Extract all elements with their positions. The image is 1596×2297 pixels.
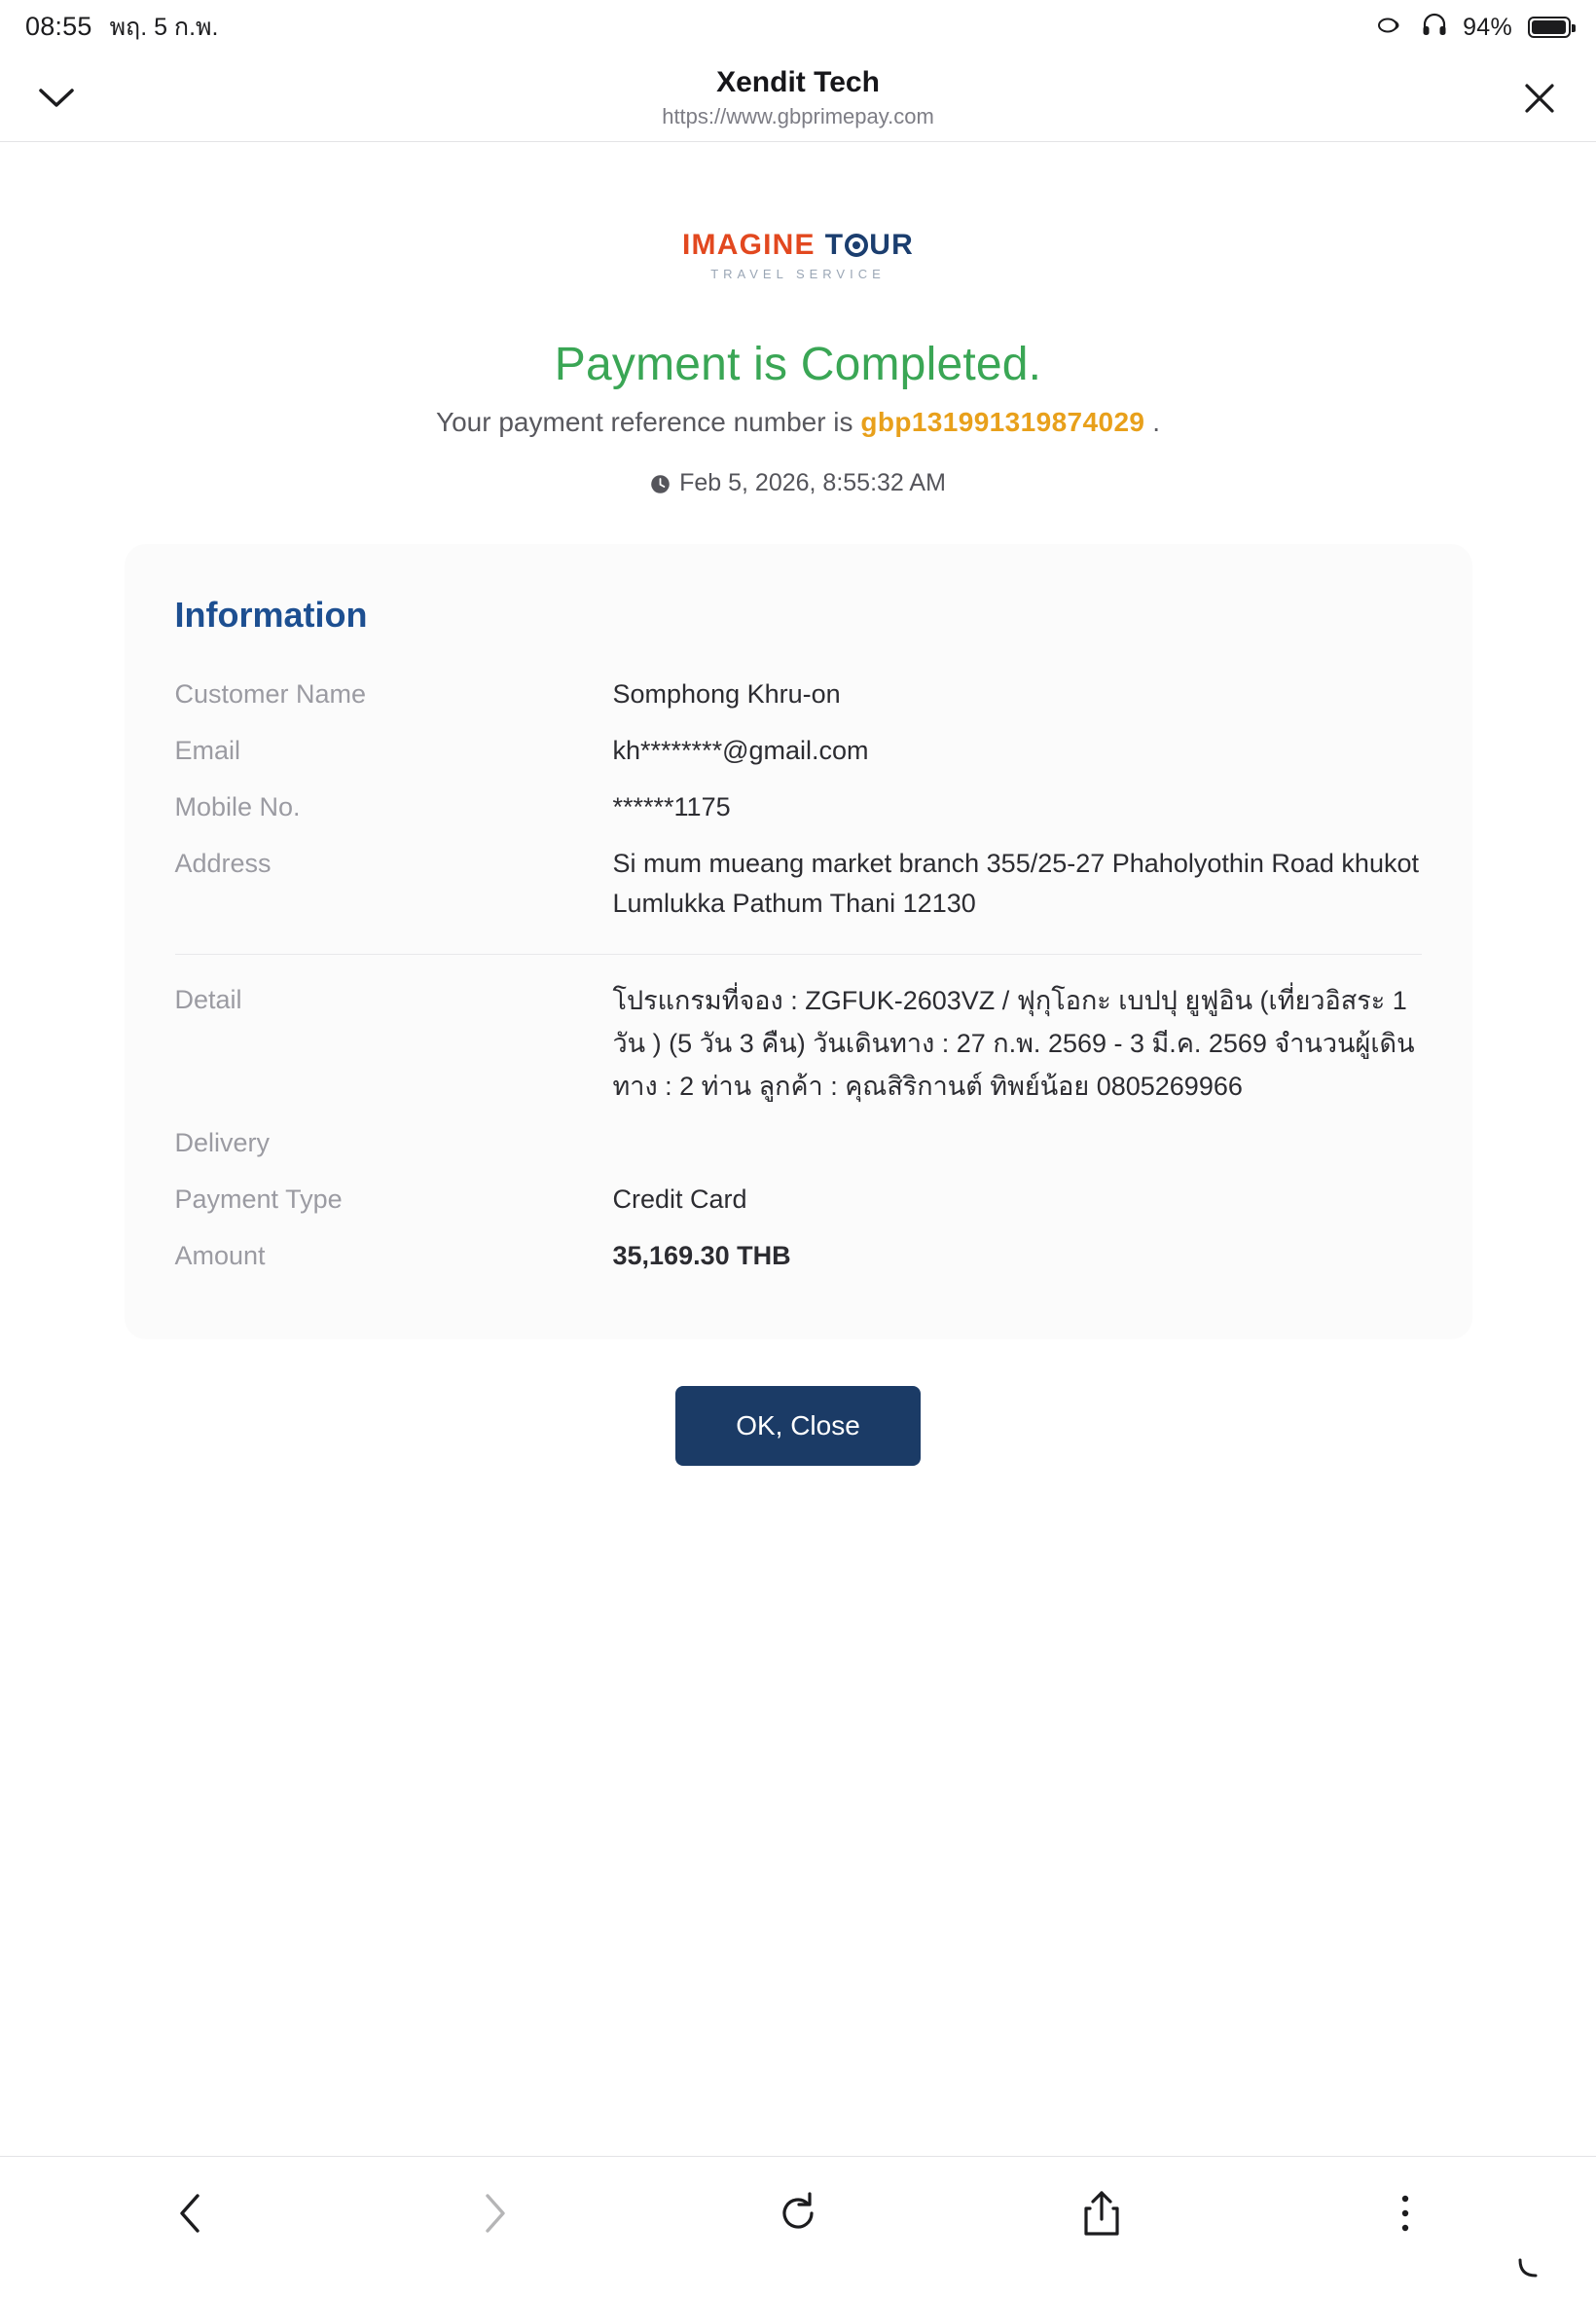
table-row (175, 723, 1422, 780)
email-value: kh********@gmail.com (612, 735, 869, 765)
link-icon (1377, 14, 1406, 42)
header-titles (662, 66, 934, 129)
browser-bottom-bar (0, 2156, 1596, 2297)
table-row (175, 1172, 1422, 1228)
headphones-icon (1422, 13, 1447, 43)
status-bar-left (25, 8, 218, 47)
payment-type-value: Credit Card (612, 1185, 747, 1215)
table-row (175, 972, 1422, 1115)
amount-value: 35,169.30 THB (612, 1241, 791, 1271)
status-time: 08:55 (25, 12, 92, 41)
reference-prefix: Your payment reference number is (436, 407, 853, 437)
reference-suffix: . (1152, 407, 1160, 437)
status-date: พฤ. 5 ก.พ. (109, 14, 219, 41)
ok-close-button[interactable]: OK, Close (675, 1386, 921, 1466)
email-label: Email (174, 735, 241, 765)
detail-label: Detail (174, 985, 242, 1015)
address-value: Si mum mueang market branch 355/25-27 Phaholyothin Road khukot Lumlukka Pathum Thani 12130 (612, 848, 1419, 919)
chevron-down-icon[interactable] (29, 71, 84, 126)
battery-icon (1528, 17, 1571, 38)
status-bar-right (1377, 13, 1571, 43)
address-label: Address (174, 848, 272, 878)
logo-tour-suffix: UR (869, 229, 914, 261)
detail-value: โปรแกรมที่จอง : ZGFUK-2603VZ / ฟุกุโอกะ เบปปุ ยูฟูอิน (เที่ยวอิสระ 1 วัน ) (5 วัน 3 คืน) วันเดินทาง : 27 ก.พ. 2569 - 3 มี.ค. 2569 จำนวนผู้เดินทาง : 2 ท่าน ลูกค้า : คุณสิริกานต์ ทิพย์น้อย 0805269966 (612, 986, 1415, 1101)
logo-tour-text (825, 229, 914, 262)
logo-tour-prefix: T (824, 229, 845, 261)
reload-button[interactable] (760, 2175, 836, 2251)
status-bar (0, 0, 1596, 55)
table-row (175, 780, 1422, 836)
forward-button[interactable] (456, 2175, 532, 2251)
table-row (175, 836, 1422, 933)
table-row (175, 1115, 1422, 1172)
amount-label: Amount (174, 1241, 266, 1271)
action-area (0, 1386, 1596, 1466)
information-card-title: Information (174, 595, 368, 635)
mobile-no-value: ******1175 (612, 791, 731, 821)
table-row (175, 667, 1422, 723)
card-divider (175, 954, 1422, 955)
customer-name-value: Somphong Khru-on (612, 679, 841, 709)
table-row (175, 1228, 1422, 1285)
payment-status-headline: Payment is Completed. (554, 339, 1042, 390)
logo-imagine-text: IMAGINE (681, 229, 816, 261)
clock-icon (650, 473, 671, 493)
customer-name-label: Customer Name (174, 679, 367, 709)
browser-header (0, 55, 1596, 142)
share-button[interactable] (1064, 2175, 1140, 2251)
back-button[interactable] (153, 2175, 229, 2251)
payment-timestamp-text: Feb 5, 2026, 8:55:32 AM (679, 469, 946, 496)
information-card (125, 544, 1472, 1339)
close-icon[interactable] (1512, 71, 1567, 126)
payment-reference-line (0, 407, 1596, 438)
payment-type-label: Payment Type (174, 1185, 343, 1215)
page-title: Xendit Tech (716, 66, 880, 99)
battery-percentage: 94% (1463, 13, 1512, 41)
payment-timestamp (0, 469, 1596, 497)
payment-reference-number: gbp131991319874029 (860, 407, 1145, 437)
logo-wordmark (682, 229, 914, 262)
home-indicator (1514, 2258, 1555, 2279)
mobile-no-label: Mobile No. (174, 791, 301, 821)
logo-tagline: TRAVEL SERVICE (710, 267, 886, 281)
camera-lens-icon (845, 234, 868, 257)
delivery-label: Delivery (174, 1128, 271, 1158)
more-vertical-button[interactable] (1367, 2175, 1443, 2251)
imagine-tour-logo (0, 229, 1596, 281)
page-content (0, 143, 1596, 2156)
page-url: https://www.gbprimepay.com (662, 103, 934, 128)
